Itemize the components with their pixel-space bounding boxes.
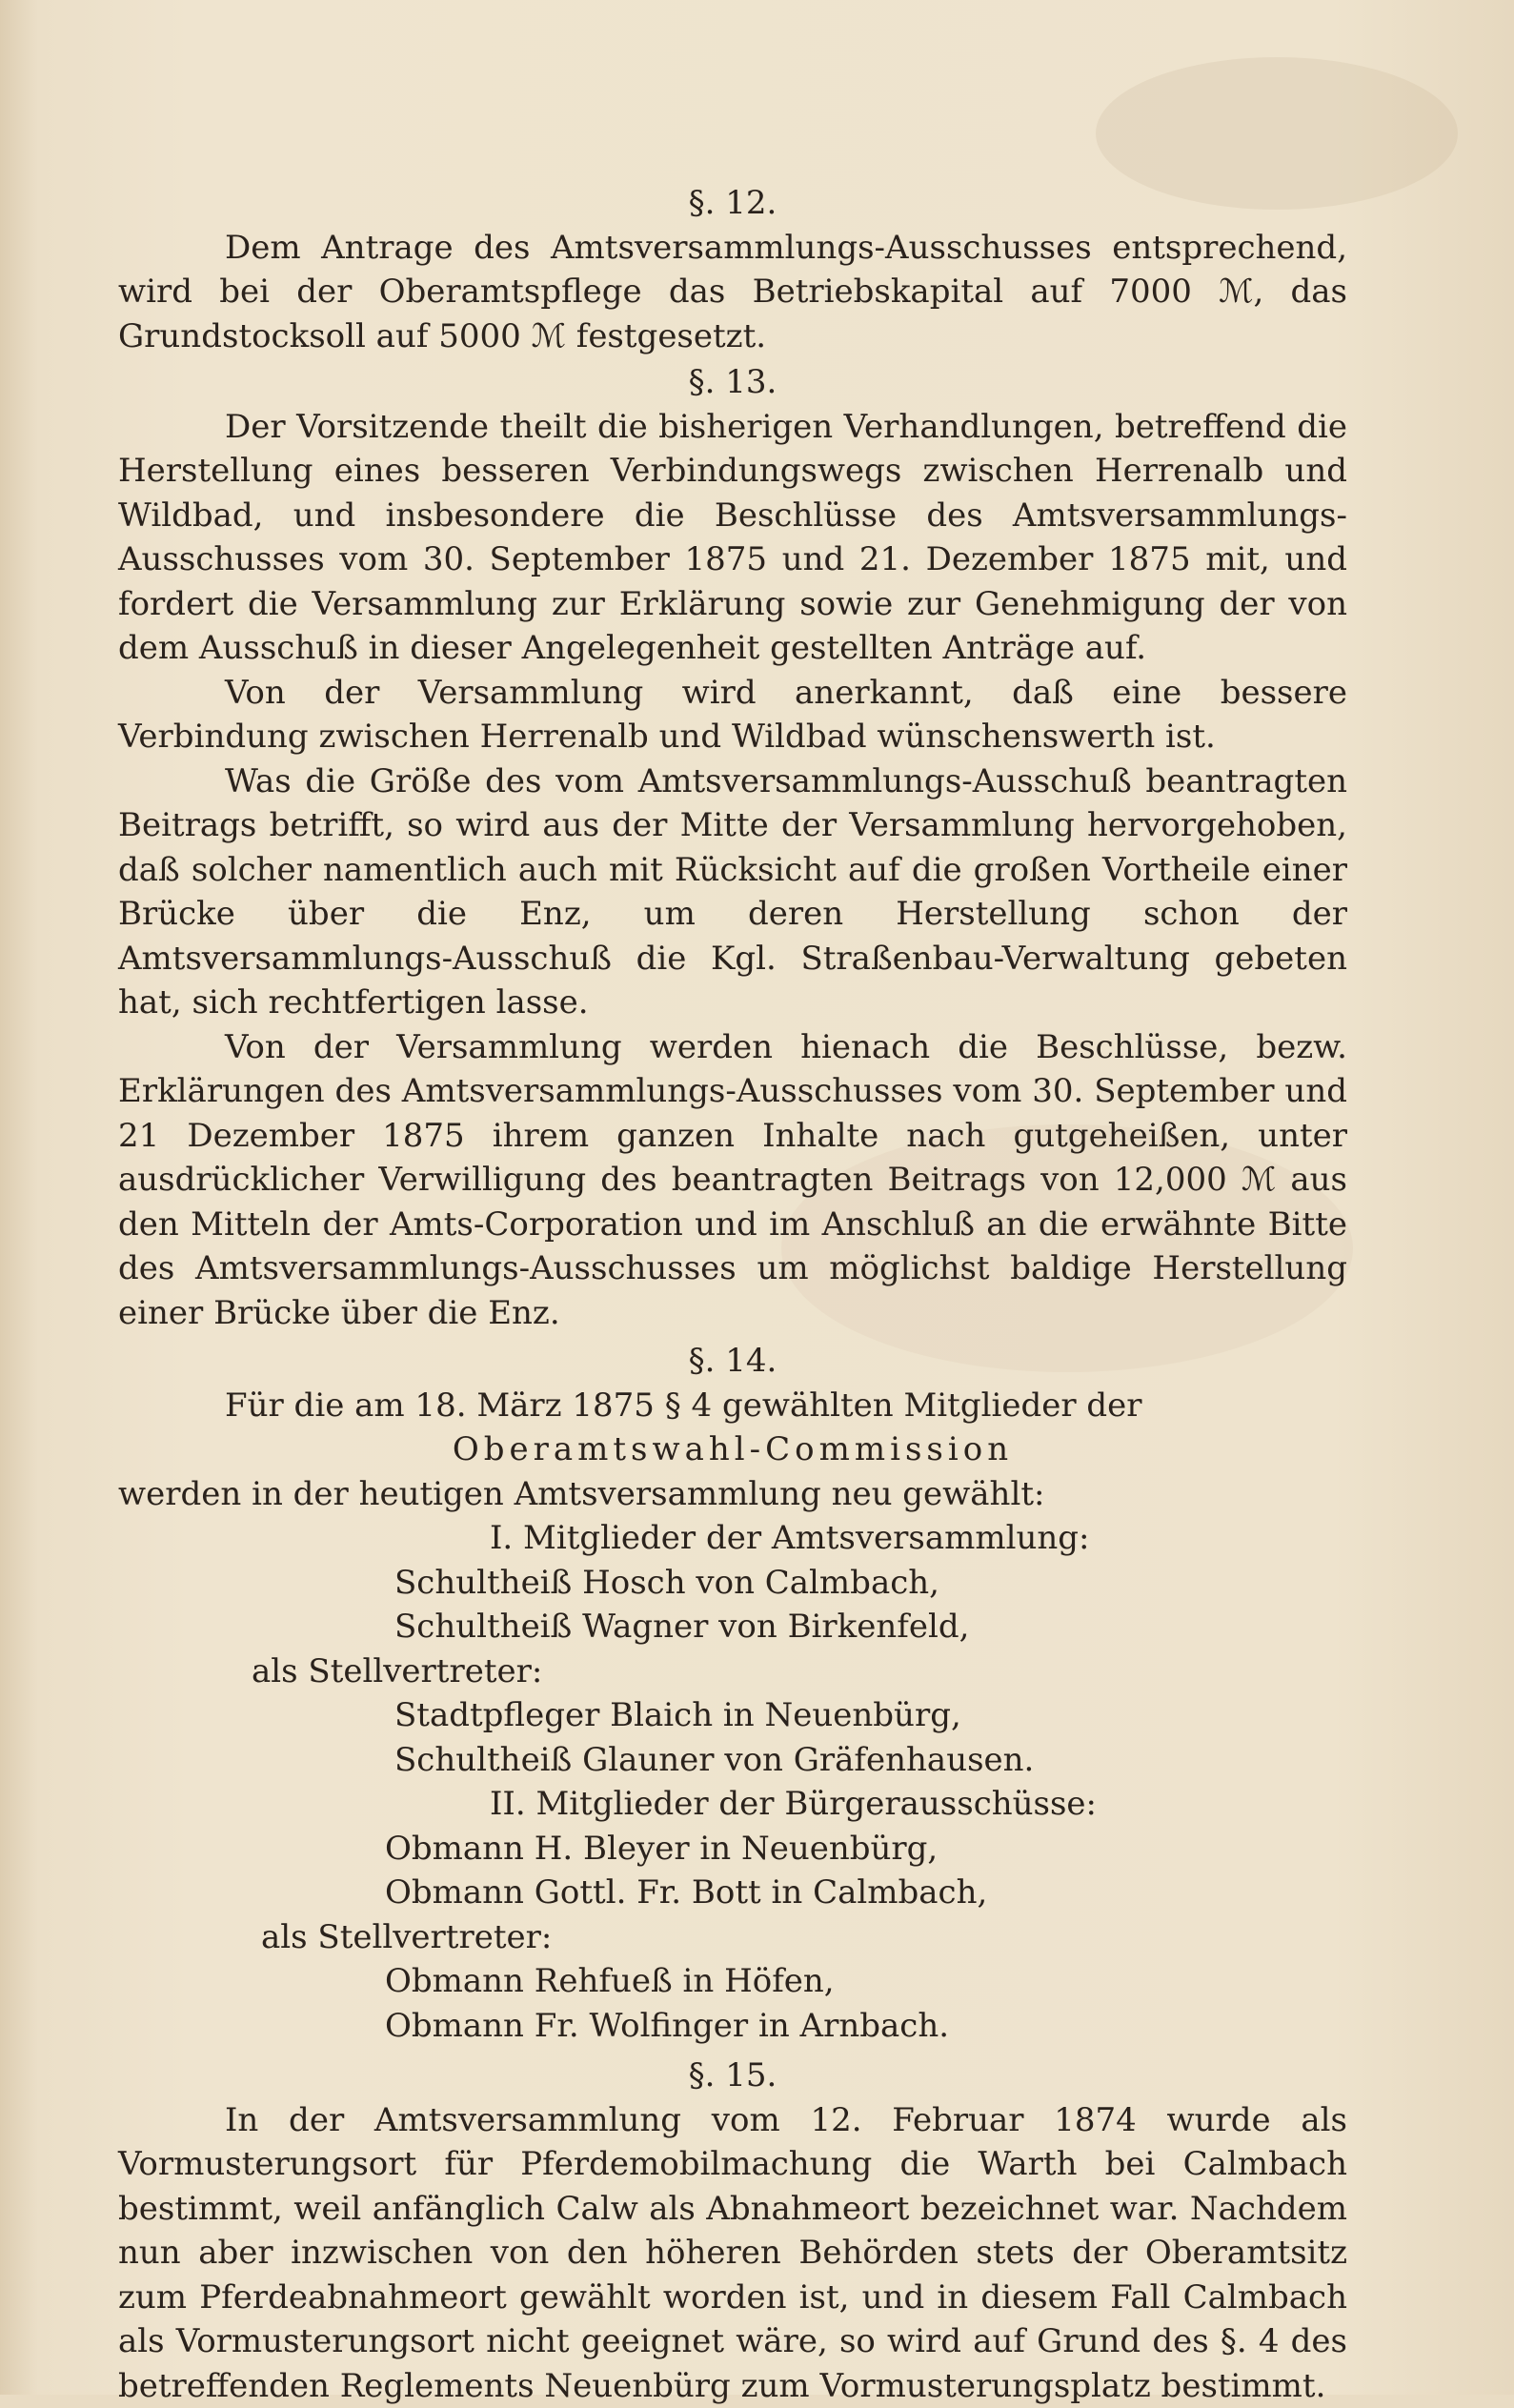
group-2-deputy-label: als Stellvertreter:	[118, 1915, 1347, 1960]
group-2-deputy-2: Obmann Fr. Wolfinger in Arnbach.	[118, 2004, 1347, 2049]
document-body	[118, 181, 1347, 2408]
section-13-paragraph-1: Der Vorsitzende theilt die bisherigen Verhandlungen, betreffend die Herstellung eines besseren Verbindungswegs zwischen Herrenalb und Wildbad, und insbesondere die Beschlüsse des Amtsversammlungs-Ausschusses vom 30. September 1875 und 21. Dezember 1875 mit, und fordert die Versammlung zur Erklärung sowie zur Genehmigung der von dem Ausschuß in dieser Angelegenheit gestellten Anträge auf.	[118, 405, 1347, 671]
group-1-member-1: Schultheiß Hosch von Calmbach,	[118, 1561, 1347, 1606]
section-14-heading: §. 14.	[118, 1339, 1347, 1384]
group-2-deputy-1: Obmann Rehfueß in Höfen,	[118, 1959, 1347, 2004]
section-13-heading: §. 13.	[118, 360, 1347, 405]
group-2-title: II. Mitglieder der Bürgerausschüsse:	[118, 1782, 1347, 1827]
group-1-member-2: Schultheiß Wagner von Birkenfeld,	[118, 1605, 1347, 1649]
group-1-deputy-label: als Stellvertreter:	[118, 1649, 1347, 1694]
section-12-paragraph: Dem Antrage des Amtsversammlungs-Ausschusses entsprechend, wird bei der Oberamtspflege das Betriebskapital auf 7000 ℳ, das Grundstocksoll auf 5000 ℳ festgesetzt.	[118, 226, 1347, 359]
group-1-deputy-2: Schultheiß Glauner von Gräfenhausen.	[118, 1738, 1347, 1783]
section-15-paragraph: In der Amtsversammlung vom 12. Februar 1874 wurde als Vormusterungsort für Pferdemobilmachung die Warth bei Calmbach bestimmt, weil anfänglich Calw als Abnahmeort bezeichnet war. Nachdem nun aber inzwischen von den höheren Behörden stets der Oberamtsitz zum Pferdeabnahmeort gewählt worden ist, und in diesem Fall Calmbach als Vormusterungsort nicht geeignet wäre, so wird auf Grund des §. 4 des betreffenden Reglements Neuenbürg zum Vormusterungsplatz bestimmt.	[118, 2098, 1347, 2408]
section-15-heading: §. 15.	[118, 2054, 1347, 2098]
section-13-paragraph-3: Was die Größe des vom Amtsversammlungs-Ausschuß beantragten Beitrags betrifft, so wird aus der Mitte der Versammlung hervorgehoben, daß solcher namentlich auch mit Rücksicht auf die großen Vortheile einer Brücke über die Enz, um deren Herstellung schon der Amtsversammlungs-Ausschuß die Kgl. Straßenbau-Verwaltung gebeten hat, sich rechtfertigen lasse.	[118, 759, 1347, 1025]
group-1-title: I. Mitglieder der Amtsversammlung:	[118, 1516, 1347, 1561]
section-13-paragraph-2: Von der Versammlung wird anerkannt, daß eine bessere Verbindung zwischen Herrenalb und Wildbad wünschenswerth ist.	[118, 671, 1347, 759]
group-1-deputy-1: Stadtpfleger Blaich in Neuenbürg,	[118, 1693, 1347, 1738]
section-14-intro: Für die am 18. März 1875 § 4 gewählten Mitglieder der	[118, 1384, 1347, 1428]
commission-name: Oberamtswahl-Commission	[118, 1427, 1347, 1472]
section-14-intro-cont: werden in der heutigen Amtsversammlung neu gewählt:	[118, 1472, 1347, 1517]
group-2-member-2: Obmann Gottl. Fr. Bott in Calmbach,	[118, 1871, 1347, 1915]
section-13-paragraph-4: Von der Versammlung werden hienach die Beschlüsse, bezw. Erklärungen des Amtsversammlungs-Ausschusses vom 30. September und 21 Dezember 1875 ihrem ganzen Inhalte nach gutgeheißen, unter ausdrücklicher Verwilligung des beantragten Beitrags von 12,000 ℳ aus den Mitteln der Amts-Corporation und im Anschluß an die erwähnte Bitte des Amtsversammlungs-Ausschusses um möglichst baldige Herstellung einer Brücke über die Enz.	[118, 1025, 1347, 1336]
group-2-member-1: Obmann H. Bleyer in Neuenbürg,	[118, 1827, 1347, 1872]
section-12-heading: §. 12.	[118, 181, 1347, 226]
